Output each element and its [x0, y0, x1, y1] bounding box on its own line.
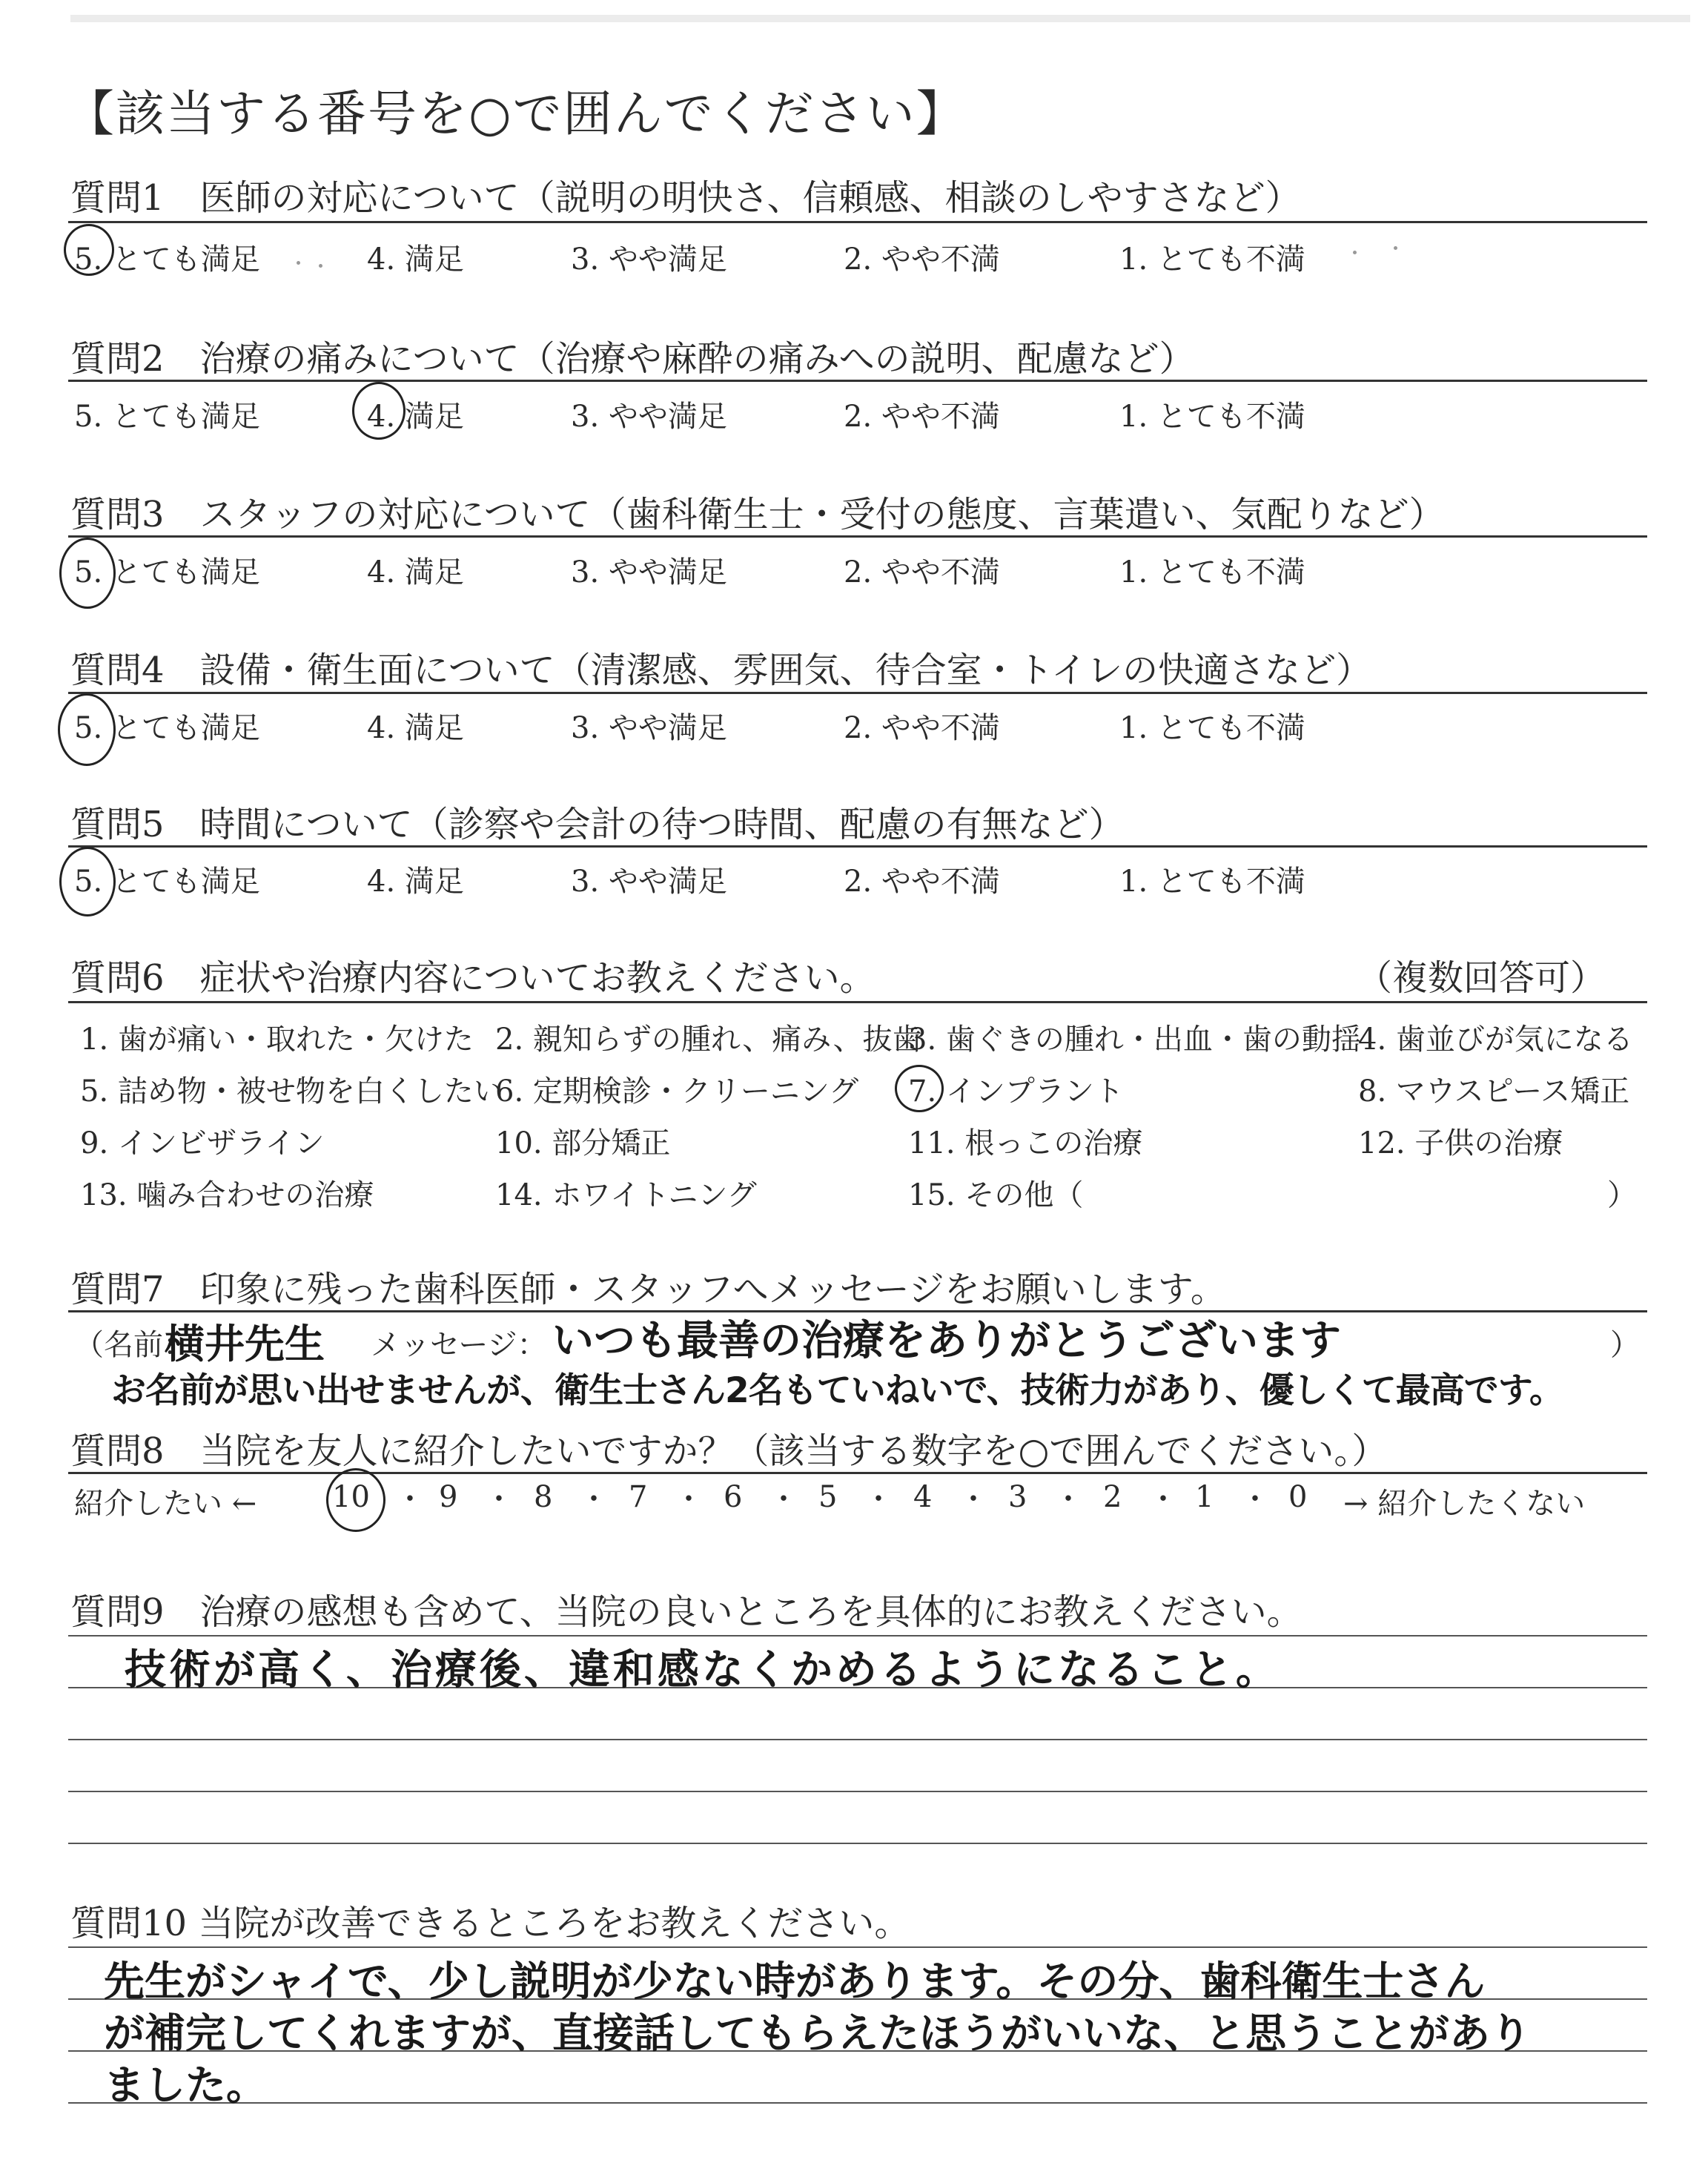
scale-separator-dot: ・ — [674, 1482, 704, 1516]
q6-other-close-paren: ） — [1607, 1178, 1637, 1212]
q8-selection-circle — [326, 1468, 385, 1532]
question-1-title: 質問1 医師の対応について（説明の明快さ、信頼感、相談のしやすさなど） — [70, 177, 1301, 219]
question-5-rule — [68, 845, 1647, 848]
q6-item-2[interactable]: 2. 親知らずの腫れ、痛み、抜歯 — [495, 1023, 922, 1057]
scale-separator-dot: ・ — [1240, 1482, 1270, 1516]
q2-option-1[interactable]: 1. とても不満 — [1119, 400, 1305, 434]
q10-answer-line — [68, 2102, 1647, 2104]
question-8-title: 質問8 当院を友人に紹介したいですか？（該当する数字を○で囲んでください。） — [70, 1430, 1388, 1472]
q3-selection-circle — [59, 538, 116, 609]
q8-number-4[interactable]: 4 — [913, 1480, 933, 1514]
q3-option-3[interactable]: 3. やや満足 — [571, 555, 727, 589]
question-3-title: 質問3 スタッフの対応について（歯科衛生士・受付の態度、言葉遣い、気配りなど） — [70, 494, 1445, 535]
scale-separator-dot: ・ — [395, 1482, 425, 1516]
q6-item-1[interactable]: 1. 歯が痛い・取れた・欠けた — [80, 1023, 474, 1057]
question-2-rule — [68, 380, 1647, 382]
q7-message-handwritten-2[interactable]: お名前が思い出せませんが、衛生士さん2名もていねいで、技術力があり、優しくて最高です。 — [111, 1370, 1563, 1411]
scale-separator-dot: ・ — [769, 1482, 798, 1516]
q8-number-6[interactable]: 6 — [724, 1480, 743, 1514]
q7-name-label: （名前： — [74, 1328, 193, 1362]
q6-item-15[interactable]: 15. その他（ — [908, 1178, 1084, 1212]
q8-number-5[interactable]: 5 — [818, 1480, 838, 1514]
q1-option-1[interactable]: 1. とても不満 — [1119, 242, 1305, 277]
q1-option-5[interactable]: 5. とても満足 — [74, 242, 260, 277]
q5-option-5[interactable]: 5. とても満足 — [74, 865, 260, 899]
q8-number-1[interactable]: 1 — [1195, 1480, 1214, 1514]
q5-option-1[interactable]: 1. とても不満 — [1119, 865, 1305, 899]
q8-number-7[interactable]: 7 — [629, 1480, 648, 1514]
q10-answer-line — [68, 1946, 1647, 1948]
question-1-rule — [68, 221, 1647, 223]
question-4-rule — [68, 692, 1647, 694]
question-9-title: 質問9 治療の感想も含めて、当院の良いところを具体的にお教えください。 — [70, 1591, 1302, 1633]
q4-option-1[interactable]: 1. とても不満 — [1119, 711, 1305, 745]
q2-option-3[interactable]: 3. やや満足 — [571, 400, 727, 434]
q3-option-5[interactable]: 5. とても満足 — [74, 555, 260, 589]
q5-option-4[interactable]: 4. 満足 — [367, 865, 464, 899]
q7-close-paren: ） — [1610, 1328, 1640, 1362]
q10-answer-handwritten-3[interactable]: ました。 — [104, 2061, 268, 2109]
q9-answer-line — [68, 1843, 1647, 1844]
scale-separator-dot: ・ — [1053, 1482, 1083, 1516]
question-7-title: 質問7 印象に残った歯科医師・スタッフへメッセージをお願いします。 — [70, 1269, 1226, 1310]
q1-option-3[interactable]: 3. やや満足 — [571, 242, 727, 277]
q4-option-2[interactable]: 2. やや不満 — [844, 711, 1000, 745]
q9-answer-line — [68, 1739, 1647, 1740]
q4-selection-circle — [58, 693, 116, 766]
q8-number-8[interactable]: 8 — [534, 1480, 553, 1514]
q8-number-9[interactable]: 9 — [439, 1480, 458, 1514]
q4-option-4[interactable]: 4. 満足 — [367, 711, 464, 745]
q6-item-9[interactable]: 9. インビザライン — [80, 1126, 325, 1160]
q8-right-label: → 紹介したくない — [1343, 1487, 1586, 1521]
instruction-header: 【該当する番号を○で囲んでください】 — [65, 85, 967, 142]
q1-option-4[interactable]: 4. 満足 — [367, 242, 464, 277]
scale-separator-dot: ・ — [864, 1482, 893, 1516]
q3-option-4[interactable]: 4. 満足 — [367, 555, 464, 589]
q10-answer-handwritten-1[interactable]: 先生がシャイで、少し説明が少ない時があります。その分、歯科衛生士さん — [104, 1958, 1486, 2005]
q6-item-12[interactable]: 12. 子供の治療 — [1358, 1126, 1563, 1160]
q2-option-2[interactable]: 2. やや不満 — [844, 400, 1000, 434]
scale-separator-dot: ・ — [1148, 1482, 1178, 1516]
q8-number-2[interactable]: 2 — [1103, 1480, 1122, 1514]
q6-item-8[interactable]: 8. マウスピース矯正 — [1358, 1074, 1630, 1109]
scan-speck — [297, 261, 300, 265]
q2-selection-circle — [352, 382, 406, 440]
question-6-rule — [68, 1001, 1647, 1003]
q2-option-5[interactable]: 5. とても満足 — [74, 400, 260, 434]
q10-answer-handwritten-2[interactable]: が補完してくれますが、直接話してもらえたほうがいいな、と思うことがあり — [104, 2009, 1532, 2057]
q6-item-6[interactable]: 6. 定期検診・クリーニング — [495, 1074, 859, 1109]
scale-separator-dot: ・ — [579, 1482, 609, 1516]
q7-name-handwritten[interactable]: 横井先生 — [165, 1321, 325, 1367]
q4-option-5[interactable]: 5. とても満足 — [74, 711, 260, 745]
question-5-title: 質問5 時間について（診察や会計の待つ時間、配慮の有無など） — [70, 804, 1125, 845]
q6-item-4[interactable]: 4. 歯並びが気になる — [1358, 1023, 1633, 1057]
q6-item-10[interactable]: 10. 部分矯正 — [495, 1126, 671, 1160]
q5-option-3[interactable]: 3. やや満足 — [571, 865, 727, 899]
q8-number-3[interactable]: 3 — [1008, 1480, 1027, 1514]
q6-item-3[interactable]: 3. 歯ぐきの腫れ・出血・歯の動揺 — [908, 1023, 1361, 1057]
question-10-title: 質問10 当院が改善できるところをお教えください。 — [70, 1903, 910, 1944]
question-3-rule — [68, 535, 1647, 538]
scale-separator-dot: ・ — [484, 1482, 514, 1516]
scan-speck — [1353, 251, 1357, 254]
q5-option-2[interactable]: 2. やや不満 — [844, 865, 1000, 899]
q6-item-5[interactable]: 5. 詰め物・被せ物を白くしたい — [80, 1074, 503, 1109]
q8-number-10[interactable]: 10 — [332, 1480, 370, 1514]
q9-answer-line — [68, 1635, 1647, 1636]
q2-option-4[interactable]: 4. 満足 — [367, 400, 464, 434]
q8-left-label: 紹介したい ← — [74, 1487, 257, 1521]
q5-selection-circle — [59, 847, 116, 916]
q9-answer-handwritten[interactable]: 技術が高く、治療後、違和感なくかめるようになること。 — [125, 1646, 1280, 1694]
q1-option-2[interactable]: 2. やや不満 — [844, 242, 1000, 277]
question-6-title: 質問6 症状や治療内容についてお教えください。 — [70, 957, 875, 999]
question-6-note: （複数回答可） — [1357, 957, 1606, 999]
q6-item-14[interactable]: 14. ホワイトニング — [495, 1178, 757, 1212]
q6-item-13[interactable]: 13. 噛み合わせの治療 — [80, 1178, 374, 1212]
scale-separator-dot: ・ — [959, 1482, 988, 1516]
scan-speck — [319, 264, 322, 268]
question-8-rule — [68, 1472, 1647, 1474]
q6-item-11[interactable]: 11. 根っこの治療 — [908, 1126, 1143, 1160]
q3-option-2[interactable]: 2. やや不満 — [844, 555, 1000, 589]
q4-option-3[interactable]: 3. やや満足 — [571, 711, 727, 745]
scan-top-edge — [70, 15, 1690, 22]
q6-selection-circle — [895, 1065, 944, 1112]
q9-answer-line — [68, 1791, 1647, 1792]
q8-number-0[interactable]: 0 — [1288, 1480, 1308, 1514]
q6-item-7[interactable]: 7. インプラント — [908, 1074, 1124, 1109]
q7-message-handwritten-1[interactable]: いつも最善の治療をありがとうございます — [552, 1317, 1341, 1365]
question-2-title: 質問2 治療の痛みについて（治療や麻酔の痛みへの説明、配慮など） — [70, 338, 1195, 380]
question-4-title: 質問4 設備・衛生面について（清潔感、雰囲気、待合室・トイレの快適さなど） — [70, 650, 1372, 691]
q1-selection-circle — [64, 224, 114, 276]
q7-message-label: メッセージ： — [371, 1328, 547, 1362]
scan-speck — [1394, 246, 1397, 250]
q3-option-1[interactable]: 1. とても不満 — [1119, 555, 1305, 589]
